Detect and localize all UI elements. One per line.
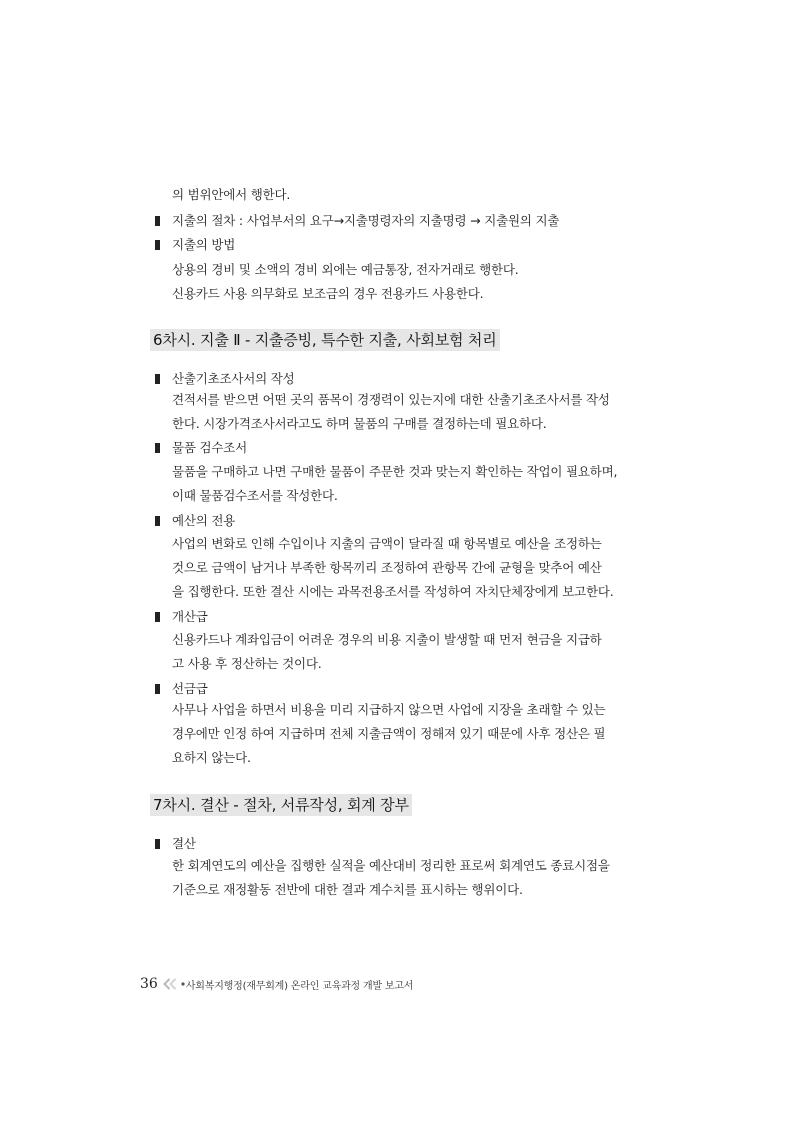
item-body-line: 이때 물품검수조서를 작성한다. xyxy=(172,488,338,503)
item-body-line: 신용카드나 계좌입금이 어려운 경우의 비용 지출이 발생할 때 먼저 현금을 지급하 xyxy=(172,632,602,647)
item-title: 산출기초조사서의 작성 xyxy=(172,371,295,386)
bullet-marker xyxy=(155,612,160,622)
item-body-line: 사업의 변화로 인해 수입이나 지출의 금액이 달라질 때 항목별로 예산을 조정하는 xyxy=(172,536,602,551)
item-title: 예산의 전용 xyxy=(172,513,236,528)
bullet-marker xyxy=(155,374,160,384)
item-body-line: 고 사용 후 정산하는 것이다. xyxy=(172,656,322,671)
item-title: 지출의 절차 : 사업부서의 요구→지출명령자의 지출명령 → 지출원의 지출 xyxy=(172,213,560,228)
bullet-marker xyxy=(155,516,160,526)
section-heading: 6차시. 지출 Ⅱ - 지출증빙, 특수한 지출, 사회보험 처리 xyxy=(150,329,500,351)
item-title: 물품 검수조서 xyxy=(172,440,248,455)
item-body-line: 사무나 사업을 하면서 비용을 미리 지급하지 않으면 사업에 지장을 초래할 수 있는 xyxy=(172,702,606,717)
item-body-line: 신용카드 사용 의무화로 보조금의 경우 전용카드 사용한다. xyxy=(172,286,484,301)
item-body-line: 을 집행한다. 또한 결산 시에는 과목전용조서를 작성하여 자치단체장에게 보고한다. xyxy=(172,584,614,599)
item-body-line: 물품을 구매하고 나면 구매한 물품이 주문한 것과 맞는지 확인하는 작업이 필요하며, xyxy=(172,464,618,479)
item-body-line: 한 회계연도의 예산을 집행한 실적을 예산대비 정리한 표로써 회계연도 종료시점을 xyxy=(172,858,610,873)
item-body-line: 견적서를 받으면 어떤 곳의 품목이 경쟁력이 있는지에 대한 산출기초조사서를 작성 xyxy=(172,392,610,407)
item-body-line: 요하지 않는다. xyxy=(172,750,251,765)
item-title: 개산급 xyxy=(172,609,208,624)
item-title: 선금급 xyxy=(172,681,208,696)
item-body-line: 상용의 경비 및 소액의 경비 외에는 예금통장, 전자거래로 행한다. xyxy=(172,262,519,277)
bullet-marker xyxy=(155,240,160,250)
item-body-line: 것으로 금액이 남거나 부족한 항목끼리 조정하여 관항목 간에 균형을 맞추어 예산 xyxy=(172,560,602,575)
page-footer xyxy=(140,974,413,994)
report-title: 사회복지행정(재무회계) 온라인 교육과정 개발 보고서 xyxy=(185,980,414,992)
continuation-text: 의 범위안에서 행한다. xyxy=(172,187,291,202)
item-title: 지출의 방법 xyxy=(172,237,236,252)
double-chevron-icon xyxy=(162,977,178,991)
bullet-marker xyxy=(155,839,160,849)
page-number: 36 xyxy=(140,976,158,992)
item-body-line: 기준으로 재정활동 전반에 대한 결과 계수치를 표시하는 행위이다. xyxy=(172,882,523,897)
bullet-marker xyxy=(155,443,160,453)
item-body-line: 경우에만 인정 하여 지급하며 전체 지출금액이 정해져 있기 때문에 사후 정산은 필 xyxy=(172,726,606,741)
bullet-marker xyxy=(155,216,160,226)
item-title: 결산 xyxy=(172,836,196,851)
bullet-marker xyxy=(155,684,160,694)
item-body-line: 한다. 시장가격조사서라고도 하며 물품의 구매를 결정하는데 필요하다. xyxy=(172,416,547,431)
section-heading: 7차시. 결산 - 절차, 서류작성, 회계 장부 xyxy=(150,794,412,816)
